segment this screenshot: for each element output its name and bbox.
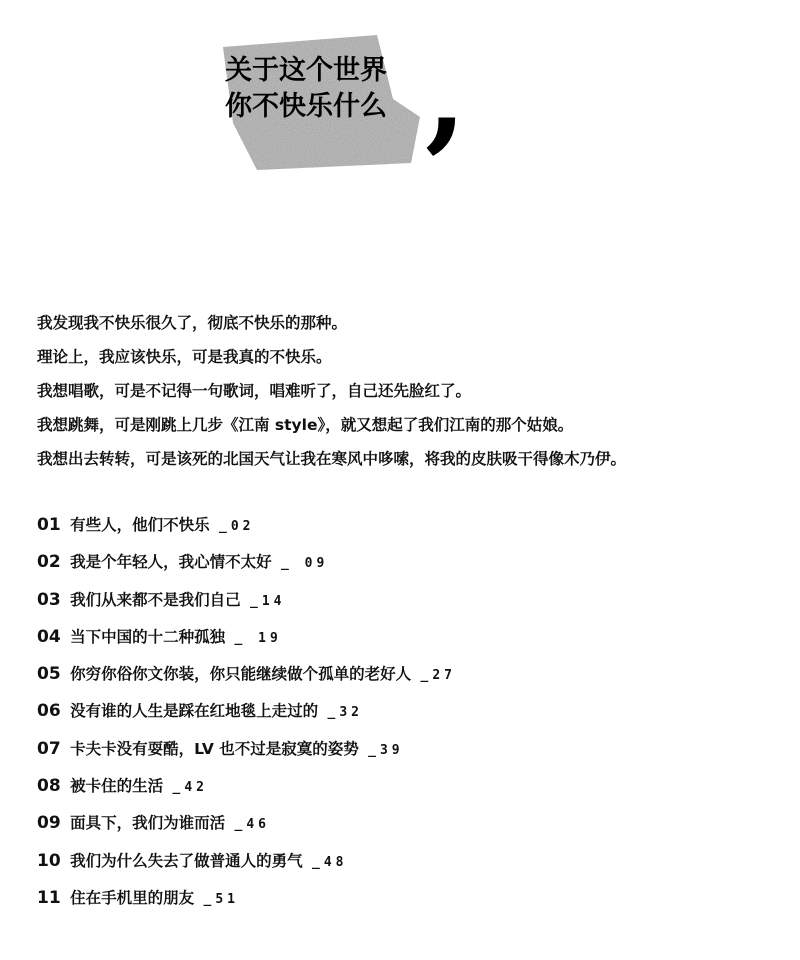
toc-title: 住在手机里的朋友 <box>70 888 195 907</box>
title-block <box>215 24 485 185</box>
toc-page: _ 19 <box>234 630 282 646</box>
book-title <box>225 53 387 125</box>
intro-line: 我想唱歌，可是不记得一句歌词，唱难听了，自己还先脸红了。 <box>37 382 472 400</box>
intro-line: 我想出去转转，可是该死的北国天气让我在寒风中哆嗦，将我的皮肤吸干得像木乃伊。 <box>37 450 627 468</box>
toc-entry[interactable] <box>37 696 782 733</box>
toc-page: _02 <box>219 519 255 534</box>
toc-entry[interactable] <box>37 585 782 622</box>
toc-entry[interactable] <box>37 883 782 920</box>
toc-page: _27 <box>420 668 456 684</box>
toc-entry[interactable] <box>37 808 782 845</box>
toc-page: _14 <box>250 593 286 609</box>
toc-title: 我们从来都不是我们自己 <box>70 590 241 609</box>
toc-title: 你穷你俗你文你装，你只能继续做个孤单的老好人 <box>70 665 412 684</box>
toc-entry[interactable] <box>37 622 782 659</box>
title-line-1: 关于这个世界 <box>225 55 387 86</box>
toc-entry[interactable] <box>37 771 782 808</box>
toc-page: _39 <box>368 742 404 758</box>
toc-title: 面具下，我们为谁而活 <box>70 814 226 833</box>
toc-number: 08 <box>37 776 61 797</box>
toc-number: 04 <box>37 626 61 647</box>
toc-page: _51 <box>203 891 239 907</box>
toc-title: 没有谁的人生是踩在红地毯上走过的 <box>70 702 319 721</box>
toc-entry[interactable] <box>37 547 782 584</box>
toc-entry[interactable] <box>37 510 782 547</box>
toc-number: 02 <box>37 552 61 573</box>
intro-line: 我发现我不快乐很久了，彻底不快乐的那种。 <box>37 314 348 332</box>
intro-paragraph <box>37 306 782 476</box>
toc-number: 11 <box>37 887 61 908</box>
toc-page: _46 <box>234 817 270 833</box>
comma-mark: , <box>425 24 467 165</box>
toc-page: _ 09 <box>281 556 329 572</box>
toc-title: 当下中国的十二种孤独 <box>70 627 226 646</box>
intro-line: 理论上，我应该快乐，可是我真的不快乐。 <box>37 348 332 366</box>
toc-title: 我是个年轻人，我心情不太好 <box>70 553 272 572</box>
toc-title: 我们为什么失去了做普通人的勇气 <box>70 851 303 870</box>
toc-number: 03 <box>37 589 61 610</box>
toc-number: 09 <box>37 813 61 834</box>
toc-number: 06 <box>37 701 61 722</box>
toc-title: 被卡住的生活 <box>70 777 164 796</box>
toc-entry[interactable] <box>37 846 782 883</box>
toc-title: 有些人，他们不快乐 <box>70 516 210 534</box>
table-of-contents <box>37 510 782 920</box>
toc-number: 01 <box>37 515 61 535</box>
toc-number: 10 <box>37 850 61 871</box>
intro-line: 我想跳舞，可是刚跳上几步《江南 style》，就又想起了我们江南的那个姑娘。 <box>37 416 574 434</box>
toc-number: 05 <box>37 664 61 685</box>
toc-entry[interactable] <box>37 734 782 771</box>
toc-page: _48 <box>312 854 348 870</box>
toc-number: 07 <box>37 738 61 759</box>
toc-page: _32 <box>327 705 363 721</box>
toc-title: 卡夫卡没有耍酷，LV 也不过是寂寞的姿势 <box>70 739 359 758</box>
toc-page: _42 <box>172 780 208 796</box>
title-line-2: 你不快乐什么 <box>225 91 387 122</box>
toc-entry[interactable] <box>37 659 782 696</box>
